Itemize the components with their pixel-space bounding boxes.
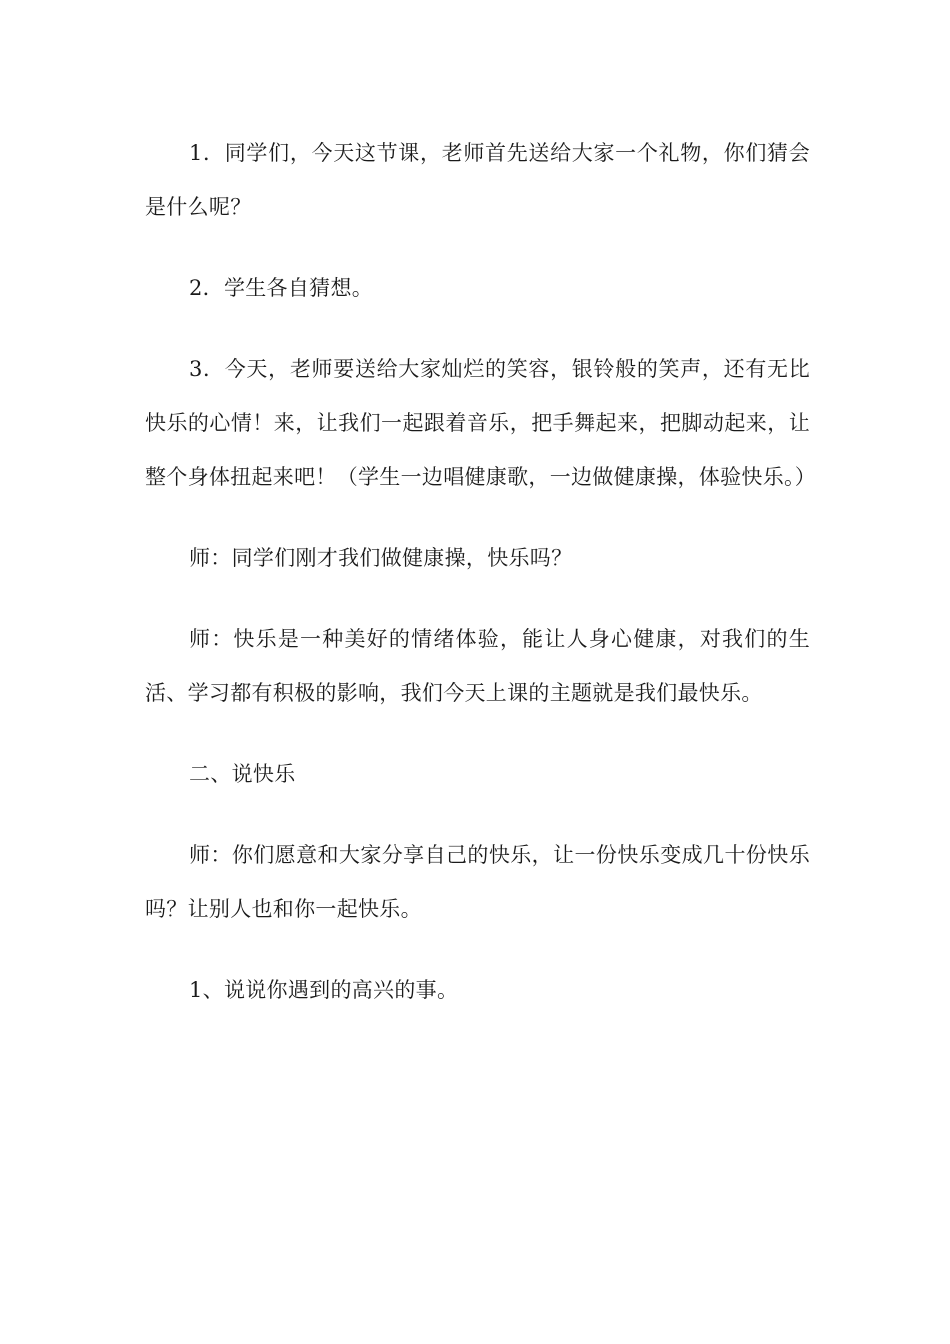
paragraph-students-guess: 2．学生各自猜想。 — [189, 276, 374, 300]
paragraph-teacher-question: 师：同学们刚才我们做健康操，快乐吗？ — [189, 546, 573, 570]
section-heading-talk-happiness: 二、说快乐 — [189, 762, 296, 786]
paragraph-share-happiness: 师：你们愿意和大家分享自己的快乐，让一份快乐变成几十份快乐吗？让别人也和你一起快乐。 — [145, 843, 810, 921]
paragraph-happy-exercise: 3．今天，老师要送给大家灿烂的笑容，银铃般的笑声，还有无比快乐的心情！来，让我们一起跟着音乐，把手舞起来，把脚动起来，让整个身体扭起来吧！（学生一边唱健康歌，一边做健康操，体验快乐。） — [145, 357, 817, 489]
paragraph-lesson-theme: 师：快乐是一种美好的情绪体验，能让人身心健康，对我们的生活、学习都有积极的影响，我们今天上课的主题就是我们最快乐。 — [145, 627, 810, 705]
paragraph-gift-question: 1．同学们，今天这节课，老师首先送给大家一个礼物，你们猜会是什么呢？ — [145, 141, 810, 219]
list-item-happy-events: 1、说说你遇到的高兴的事。 — [189, 978, 459, 1002]
document-body — [145, 126, 817, 1044]
